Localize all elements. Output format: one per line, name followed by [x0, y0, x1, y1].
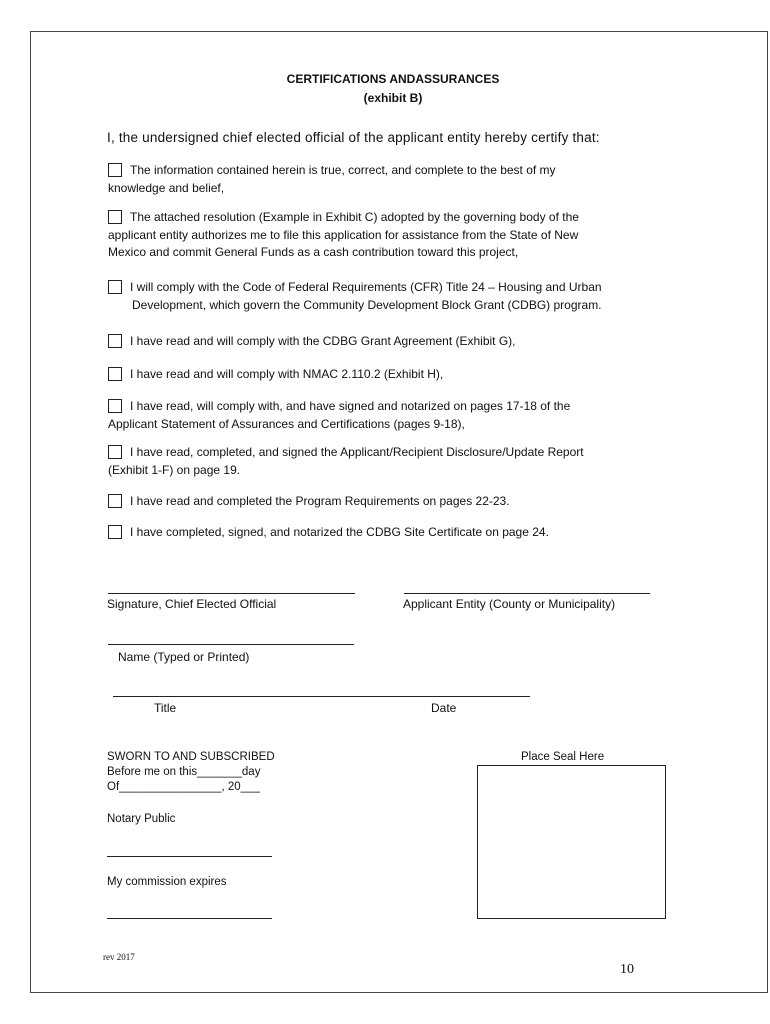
- checkbox[interactable]: [108, 280, 122, 294]
- checkbox[interactable]: [108, 445, 122, 459]
- revision-label: rev 2017: [103, 952, 135, 962]
- signature-line-chief[interactable]: [108, 593, 355, 594]
- name-line[interactable]: [108, 644, 354, 645]
- before-me-text: Before me on this_______day: [107, 766, 261, 778]
- title-label: Title: [154, 701, 177, 715]
- certification-item: I have read, completed, and signed the Applicant/Recipient Disclosure/Update Report (Exhibit 1-F) on page 19.: [108, 445, 584, 477]
- checkbox[interactable]: [108, 494, 122, 508]
- commission-line[interactable]: [107, 918, 272, 919]
- of-year-text: Of________________, 20___: [107, 781, 260, 793]
- document-subtitle: (exhibit B): [363, 91, 423, 105]
- date-label: Date: [431, 701, 457, 715]
- checkbox[interactable]: [108, 399, 122, 413]
- certification-item: I have read and completed the Program Requirements on pages 22-23.: [108, 493, 648, 511]
- certification-item: I have completed, signed, and notarized the CDBG Site Certificate on page 24.: [108, 524, 648, 542]
- notary-block: [107, 750, 275, 795]
- certification-item: I will comply with the Code of Federal Requirements (CFR) Title 24 – Housing and Urban Development, which govern the Community Development Block Grant (CDBG) program.: [108, 279, 648, 314]
- intro-statement: I, the undersigned chief elected official of the applicant entity hereby certify that:: [107, 130, 600, 145]
- certification-item: I have read and will comply with the CDBG Grant Agreement (Exhibit G),: [108, 333, 648, 351]
- checkbox[interactable]: [108, 334, 122, 348]
- name-label: Name (Typed or Printed): [118, 650, 250, 664]
- notary-public-label: Notary Public: [107, 813, 176, 825]
- checkbox[interactable]: [108, 367, 122, 381]
- checkbox[interactable]: [108, 525, 122, 539]
- certification-item: The attached resolution (Example in Exhibit C) adopted by the governing body of the applicant entity authorizes me to file this application for assistance from the State of New Mexico and commit General Funds as a cash contribution toward this project,: [108, 210, 579, 259]
- seal-label: Place Seal Here: [521, 751, 605, 763]
- commission-label: My commission expires: [107, 876, 227, 888]
- checkbox[interactable]: [108, 163, 122, 177]
- document-title: CERTIFICATIONS ANDASSURANCES: [286, 72, 500, 86]
- page-number: 10: [620, 962, 634, 977]
- title-date-line[interactable]: [113, 696, 530, 697]
- notary-signature-line[interactable]: [107, 856, 272, 857]
- chief-signature-label: Signature, Chief Elected Official: [107, 597, 277, 611]
- entity-label: Applicant Entity (County or Municipality): [403, 597, 616, 611]
- certification-item: I have read and will comply with NMAC 2.110.2 (Exhibit H),: [108, 366, 648, 384]
- checkbox[interactable]: [108, 210, 122, 224]
- signature-line-entity[interactable]: [404, 593, 650, 594]
- sworn-text: SWORN TO AND SUBSCRIBED: [107, 751, 275, 763]
- seal-box: [477, 765, 666, 919]
- certification-item: The information contained herein is true, correct, and complete to the best of my knowledge and belief,: [108, 163, 556, 195]
- certification-item: I have read, will comply with, and have signed and notarized on pages 17-18 of the Applicant Statement of Assurances and Certifications (pages 9-18),: [108, 399, 571, 431]
